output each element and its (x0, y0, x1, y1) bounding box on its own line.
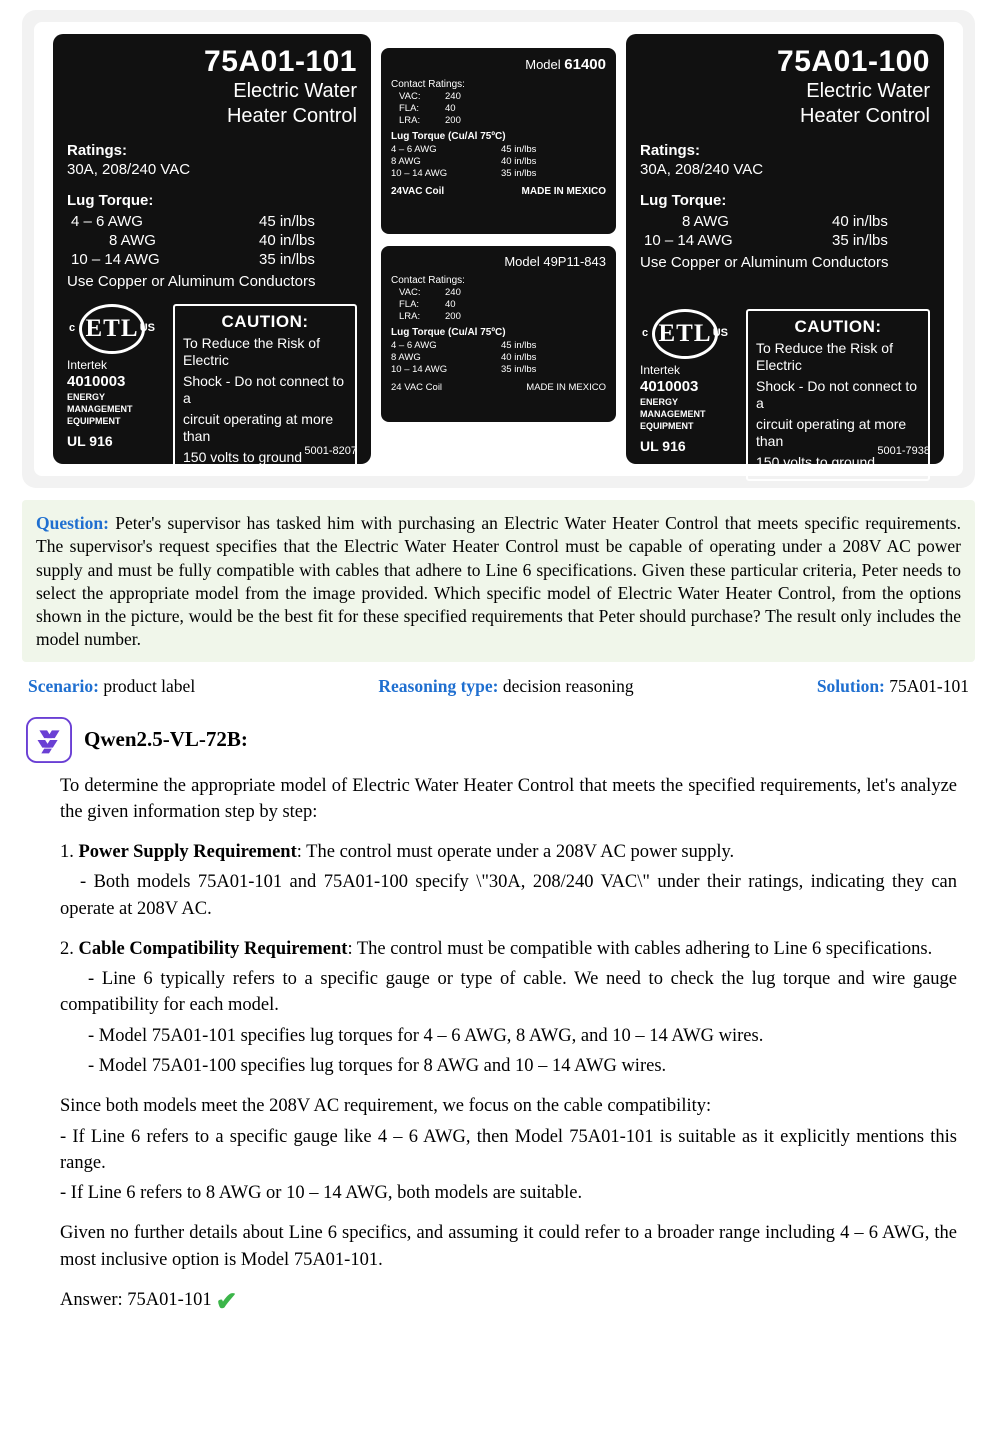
etl-listed-icon (642, 309, 728, 361)
question-label: Question: (36, 513, 109, 533)
contact-ratings-heading: Contact Ratings: (391, 79, 465, 90)
table-row (399, 310, 505, 322)
torque-awg: 8 AWG (682, 212, 729, 230)
caution-title: CAUTION: (794, 316, 882, 336)
metadata-row (22, 676, 975, 697)
caution-line-2: Shock - Do not connect to a (183, 372, 345, 406)
reasoning-type-value: decision reasoning (498, 675, 634, 696)
product-label-75A01-100 (626, 34, 944, 470)
model-answer-body (22, 773, 975, 1314)
torque-value: 35 in/lbs (259, 250, 315, 268)
reasoning-type-label: Reasoning type: (378, 675, 499, 696)
small-label-footer (391, 382, 606, 393)
coil-rating: 24VAC Coil (391, 186, 445, 197)
final-answer-row (60, 1286, 957, 1316)
etl-listed-icon (69, 304, 155, 356)
etl-certification-block (67, 304, 165, 449)
answer-para-4: Given no further details about Line 6 specifics, and assuming it could refer to a broader range including 4 – 6 AWG, the most inclusive option is Model 75A01-101. (60, 1223, 957, 1270)
caution-title: CAUTION: (221, 311, 309, 331)
etl-category-line1: ENERGY (67, 391, 106, 402)
torque-awg: 10 – 14 AWG (71, 250, 160, 268)
etl-agency: Intertek (67, 357, 108, 372)
reasoning-type-field (378, 676, 633, 697)
table-row (67, 231, 357, 250)
step-2-number: 2. (60, 938, 79, 959)
table-row (391, 143, 606, 155)
caution-line-3: circuit operating at more than (756, 415, 907, 449)
etl-certification-block (640, 309, 738, 454)
caution-line-1: To Reduce the Risk of Electric (756, 339, 893, 373)
etl-us-mark: US (139, 321, 155, 334)
product-label-75A01-101 (53, 34, 371, 464)
ratings-heading: Ratings: (67, 141, 127, 159)
table-row (391, 363, 606, 375)
table-row (67, 212, 357, 231)
lug-torque-heading: Lug Torque: (67, 191, 154, 209)
contact-value: 200 (445, 114, 461, 126)
torque-value: 35 in/lbs (832, 231, 888, 249)
model-response-header (22, 717, 975, 763)
step-1-text: : The control must operate under a 208V AC power supply. (296, 842, 735, 863)
label-model-number: 75A01-101 (204, 45, 357, 78)
torque-value: 35 in/lbs (501, 167, 537, 179)
torque-awg: 8 AWG (391, 351, 421, 363)
figure-image (34, 22, 963, 476)
table-row (391, 167, 606, 179)
answer-step-2 (60, 936, 957, 962)
qwen-logo-icon (26, 717, 72, 763)
label-model-number: 75A01-100 (777, 45, 930, 78)
contact-key: VAC: (399, 90, 421, 102)
lug-torque-table (67, 212, 357, 269)
table-row (391, 351, 606, 363)
small-label-footer (391, 186, 606, 197)
contact-key: LRA: (399, 114, 421, 126)
contact-key: VAC: (399, 286, 421, 298)
label-title-line2: Heater Control (799, 104, 930, 127)
step-2-bullet-1-text: - Line 6 typically refers to a specific gauge or type of cable. We need to check the lug torque and wire gauge compatibility for each model. (60, 969, 957, 1016)
torque-value: 40 in/lbs (259, 231, 315, 249)
table-row (391, 155, 606, 167)
table-row (640, 212, 930, 231)
table-row (391, 339, 606, 351)
contact-key: FLA: (399, 298, 420, 310)
torque-awg: 4 – 6 AWG (391, 143, 437, 155)
etl-category-line3: EQUIPMENT (640, 421, 694, 432)
answer-para-3-line-2: - If Line 6 refers to a specific gauge like 4 – 6 AWG, then Model 75A01-101 is suitable as it explicitly mentions this range. (60, 1126, 957, 1173)
small-label-model-number: 49P11-843 (543, 254, 606, 269)
small-label-model-number: 61400 (564, 56, 606, 73)
etl-c-mark: c (69, 321, 76, 334)
answer-step-2-bullet-3 (60, 1053, 957, 1079)
etl-category-line2: MANAGEMENT (67, 403, 133, 414)
caution-line-2: Shock - Do not connect to a (756, 377, 918, 411)
scenario-label: Scenario: (28, 675, 99, 696)
relay-label-61400 (381, 48, 616, 234)
lug-torque-heading: Lug Torque (Cu/Al 75ºC) (391, 131, 506, 142)
etl-number: 4010003 (67, 372, 126, 390)
answer-step-1 (60, 839, 957, 865)
torque-value: 40 in/lbs (501, 155, 537, 167)
answer-step-1-bullet (60, 869, 957, 922)
table-row (399, 90, 505, 102)
etl-c-mark: c (642, 326, 649, 339)
torque-value: 45 in/lbs (259, 212, 315, 230)
contact-value: 240 (445, 90, 461, 102)
coil-rating: 24 VAC Coil (391, 382, 443, 393)
small-label-model (391, 56, 606, 73)
step-1-heading: Power Supply Requirement (78, 842, 297, 863)
answer-step-2-bullet-2 (60, 1023, 957, 1049)
step-1-bullet-text: - Both models 75A01-101 and 75A01-100 specify \"30A, 208/240 VAC\" under their ratings, indicating they can operate at 208V AC. (60, 872, 957, 919)
ratings-value: 30A, 208/240 VAC (640, 160, 764, 178)
correct-check-icon: ✔ (215, 1286, 238, 1316)
table-row (399, 286, 505, 298)
contact-key: LRA: (399, 310, 421, 322)
small-label-model-prefix: Model (504, 254, 544, 269)
question-block (22, 500, 975, 662)
part-number: 5001-7938 (877, 445, 930, 457)
etl-oval-text: ETL (79, 304, 145, 354)
label-title-line2: Heater Control (226, 104, 357, 127)
caution-line-3: circuit operating at more than (183, 410, 334, 444)
step-2-bullet-3-text: - Model 75A01-100 specifies lug torques for 8 AWG and 10 – 14 AWG wires. (88, 1055, 667, 1076)
answer-intro: To determine the appropriate model of Electric Water Heater Control that meets the specified requirements, let's analyze the given information step by step: (60, 775, 957, 822)
etl-number: 4010003 (640, 377, 699, 395)
solution-field (817, 676, 969, 697)
relay-label-49P11-843 (381, 246, 616, 422)
contact-value: 240 (445, 286, 461, 298)
label-title-line1: Electric Water (233, 79, 357, 102)
answer-para-3-line-1: Since both models meet the 208V AC requirement, we focus on the cable compatibility: (60, 1096, 712, 1117)
step-2-text: : The control must be compatible with cables adhering to Line 6 specifications. (347, 938, 933, 959)
solution-label: Solution: (816, 675, 885, 696)
torque-awg: 4 – 6 AWG (71, 212, 143, 230)
country-of-origin: MADE IN MEXICO (526, 382, 606, 393)
contact-value: 40 (445, 298, 456, 310)
etl-agency: Intertek (640, 362, 681, 377)
ratings-value: 30A, 208/240 VAC (67, 160, 191, 178)
solution-value: 75A01-101 (884, 675, 969, 696)
label-title-line1: Electric Water (806, 79, 930, 102)
contact-key: FLA: (399, 102, 420, 114)
small-label-model-prefix: Model (525, 57, 565, 72)
scenario-value: product label (98, 675, 196, 696)
answer-step-2-bullet-1 (60, 966, 957, 1019)
caution-line-1: To Reduce the Risk of Electric (183, 334, 320, 368)
torque-value: 35 in/lbs (501, 363, 537, 375)
etl-oval-text: ETL (652, 309, 718, 359)
final-answer-text: Answer: 75A01-101 (60, 1289, 212, 1310)
torque-value: 40 in/lbs (832, 212, 888, 230)
etl-us-mark: US (712, 326, 728, 339)
small-label-model (391, 254, 606, 269)
conductors-note: Use Copper or Aluminum Conductors (67, 272, 316, 290)
caution-line-4: 150 volts to ground (756, 453, 876, 470)
contact-ratings-table (399, 90, 505, 126)
torque-awg: 10 – 14 AWG (391, 363, 448, 375)
caution-line-4: 150 volts to ground (183, 448, 303, 465)
ratings-heading: Ratings: (640, 141, 700, 159)
lug-torque-heading: Lug Torque (Cu/Al 75ºC) (391, 327, 506, 338)
part-number: 5001-8207 (304, 445, 357, 457)
ul-standard: UL 916 (640, 437, 686, 454)
answer-para-3-line-3: - If Line 6 refers to 8 AWG or 10 – 14 AWG, both models are suitable. (60, 1183, 583, 1204)
small-labels-column (381, 34, 616, 464)
step-2-heading: Cable Compatibility Requirement (78, 938, 348, 959)
contact-value: 200 (445, 310, 461, 322)
etl-category-line1: ENERGY (640, 396, 679, 407)
table-row (399, 102, 505, 114)
contact-value: 40 (445, 102, 456, 114)
lug-torque-table (640, 212, 930, 250)
etl-category-line3: EQUIPMENT (67, 416, 121, 427)
torque-awg: 4 – 6 AWG (391, 339, 437, 351)
ul-standard: UL 916 (67, 432, 113, 449)
table-row (399, 114, 505, 126)
torque-awg: 8 AWG (391, 155, 421, 167)
etl-category-line2: MANAGEMENT (640, 408, 706, 419)
step-1-number: 1. (60, 842, 79, 863)
conductors-note: Use Copper or Aluminum Conductors (640, 253, 889, 271)
torque-value: 45 in/lbs (501, 143, 537, 155)
torque-awg: 8 AWG (109, 231, 156, 249)
model-name: Qwen2.5-VL-72B: (84, 727, 248, 752)
step-2-bullet-2-text: - Model 75A01-101 specifies lug torques for 4 – 6 AWG, 8 AWG, and 10 – 14 AWG wires. (88, 1025, 764, 1046)
country-of-origin: MADE IN MEXICO (521, 186, 606, 197)
table-row (67, 250, 357, 269)
contact-ratings-table (399, 286, 505, 322)
torque-value: 45 in/lbs (501, 339, 537, 351)
lug-torque-heading: Lug Torque: (640, 191, 727, 209)
scenario-field (28, 676, 195, 697)
table-row (640, 231, 930, 250)
figure-panel (22, 10, 975, 488)
torque-awg: 10 – 14 AWG (644, 231, 733, 249)
lug-torque-table (391, 143, 606, 179)
question-text: Peter's supervisor has tasked him with purchasing an Electric Water Heater Control that meets specific requirements. The supervisor's request specifies that the Electric Water Heater Control must be capable of operating under a 208V AC power supply and must be fully compatible with cables that adhere to Line 6 specifications. Given these particular criteria, Peter needs to select the appropriate model from the image provided. Which specific model of Electric Water Heater Control, from the options shown in the picture, would be the best fit for these specified requirements that Peter should purchase? The result only includes the model number. (36, 513, 961, 650)
contact-ratings-heading: Contact Ratings: (391, 275, 465, 286)
torque-awg: 10 – 14 AWG (391, 167, 448, 179)
table-row (399, 298, 505, 310)
torque-value: 40 in/lbs (501, 351, 537, 363)
lug-torque-table (391, 339, 606, 375)
